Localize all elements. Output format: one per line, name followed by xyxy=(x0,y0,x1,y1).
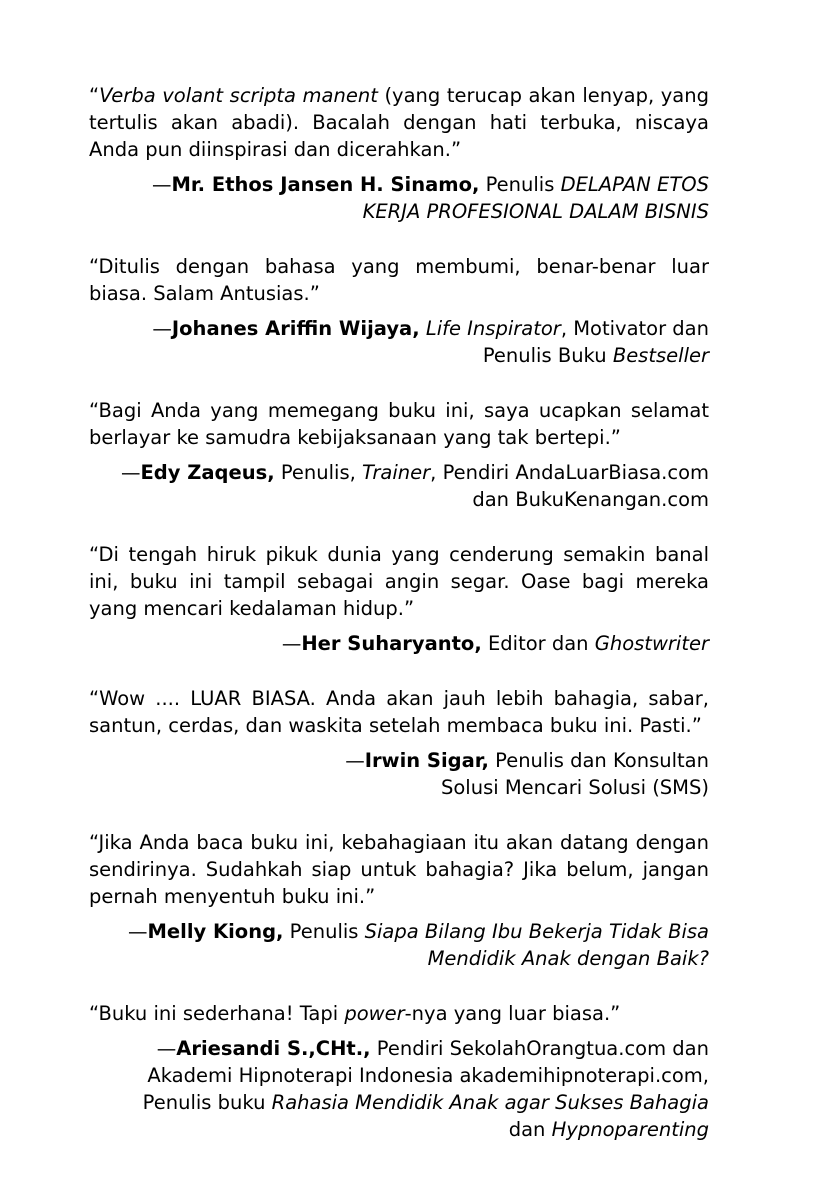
testimonial-kiong xyxy=(89,829,709,972)
author-role: Penulis xyxy=(479,173,561,196)
author-role-cont: dan BukuKenangan.com xyxy=(472,488,709,511)
author-role: Penulis dan Konsultan xyxy=(488,749,709,772)
author-title: Life Inspirator xyxy=(425,317,561,340)
testimonial-quote: “Jika Anda baca buku ini, kebahagiaan itu akan datang dengan sendirinya. Sudahkah siap untuk bahagia? Jika belum, jangan pernah menyentuh buku ini.” xyxy=(89,831,709,908)
testimonial-quote: “Di tengah hiruk pikuk dunia yang cenderung semakin banal ini, buku ini tampil sebagai angin segar. Oase bagi mereka yang mencari kedalaman hidup.” xyxy=(89,543,709,620)
testimonial-attribution xyxy=(89,747,709,801)
author-role: Editor dan xyxy=(481,632,595,655)
author-role: Penulis, xyxy=(274,461,363,484)
testimonial-quote: “Ditulis dengan bahasa yang membumi, benar-benar luar biasa. Salam Antusias.” xyxy=(89,255,709,305)
author-role-cont: Solusi Mencari Solusi (SMS) xyxy=(440,776,709,799)
testimonial-attribution xyxy=(89,459,709,513)
author-role: Pendiri SekolahOrangtua.com dan xyxy=(370,1037,709,1060)
author-role-line3: Penulis buku xyxy=(142,1091,272,1114)
quote-text: (yang terucap akan lenyap, yang tertulis akan abadi). Bacalah dengan hati terbuka, niscaya Anda pun diinspirasi dan dicerahkan.” xyxy=(89,84,709,161)
book-title-cont: Mendidik Anak dengan Baik? xyxy=(427,947,709,970)
book-title: Rahasia Mendidik Anak agar Sukses Bahagia xyxy=(271,1091,709,1114)
quote-text: “Buku ini sederhana! Tapi xyxy=(89,1002,345,1025)
author-role-cont: Penulis Buku xyxy=(482,344,613,367)
testimonial-attribution xyxy=(89,171,709,225)
author-role: Penulis xyxy=(283,920,365,943)
attribution-dash: — xyxy=(151,173,172,196)
attribution-dash: — xyxy=(156,1037,177,1060)
testimonial-attribution xyxy=(89,918,709,972)
book-title: Siapa Bilang Ibu Bekerja Tidak Bisa xyxy=(364,920,709,943)
author-role-italic: Bestseller xyxy=(612,344,709,367)
testimonial-ariesandi xyxy=(89,1000,709,1143)
book-title-cont: KERJA PROFESIONAL DALAM BISNIS xyxy=(362,200,709,223)
testimonial-zaqeus xyxy=(89,397,709,513)
author-name: Ariesandi S.,CHt., xyxy=(176,1037,371,1060)
testimonial-quote xyxy=(89,82,709,163)
testimonial-quote xyxy=(89,1000,709,1027)
author-title: Ghostwriter xyxy=(594,632,709,655)
author-role-rest: , Pendiri AndaLuarBiasa.com xyxy=(430,461,709,484)
quote-latin-phrase: Verba volant scripta manent xyxy=(99,84,378,107)
testimonial-quote: “Wow .... LUAR BIASA. Anda akan jauh lebih bahagia, sabar, santun, cerdas, dan waskita setelah membaca buku ini. Pasti.” xyxy=(89,687,709,737)
author-title: Trainer xyxy=(362,461,431,484)
testimonial-attribution xyxy=(89,1035,709,1143)
attribution-dash: — xyxy=(345,749,365,772)
attribution-dash: — xyxy=(281,632,302,655)
attribution-dash: — xyxy=(152,317,172,340)
book-title: DELAPAN ETOS xyxy=(560,173,709,196)
testimonial-attribution xyxy=(89,315,709,369)
author-name: Melly Kiong, xyxy=(147,920,284,943)
author-role-line4: dan xyxy=(508,1118,552,1141)
author-role-cont: Akademi Hipnoterapi Indonesia akademihipnoterapi.com, xyxy=(147,1064,709,1087)
book-title-2: Hypnoparenting xyxy=(551,1118,709,1141)
testimonial-quote: “Bagi Anda yang memegang buku ini, saya ucapkan selamat berlayar ke samudra kebijaksanaan yang tak bertepi.” xyxy=(89,399,709,449)
testimonial-sigar xyxy=(89,685,709,801)
author-name: Irwin Sigar, xyxy=(364,749,489,772)
testimonial-wijaya xyxy=(89,253,709,369)
author-name: Johanes Ariffin Wijaya, xyxy=(171,317,420,340)
author-name: Her Suharyanto, xyxy=(301,632,482,655)
attribution-dash: — xyxy=(120,461,141,484)
testimonial-suharyanto xyxy=(89,541,709,657)
quote-open-mark: “ xyxy=(89,84,100,107)
quote-emphasis: power xyxy=(344,1002,405,1025)
testimonial-attribution xyxy=(89,630,709,657)
author-name: Edy Zaqeus, xyxy=(140,461,275,484)
author-role: , Motivator dan xyxy=(560,317,709,340)
quote-text-rest: -nya yang luar biasa.” xyxy=(404,1002,621,1025)
author-name: Mr. Ethos Jansen H. Sinamo, xyxy=(171,173,480,196)
attribution-dash: — xyxy=(128,920,148,943)
testimonial-sinamo xyxy=(89,82,709,225)
